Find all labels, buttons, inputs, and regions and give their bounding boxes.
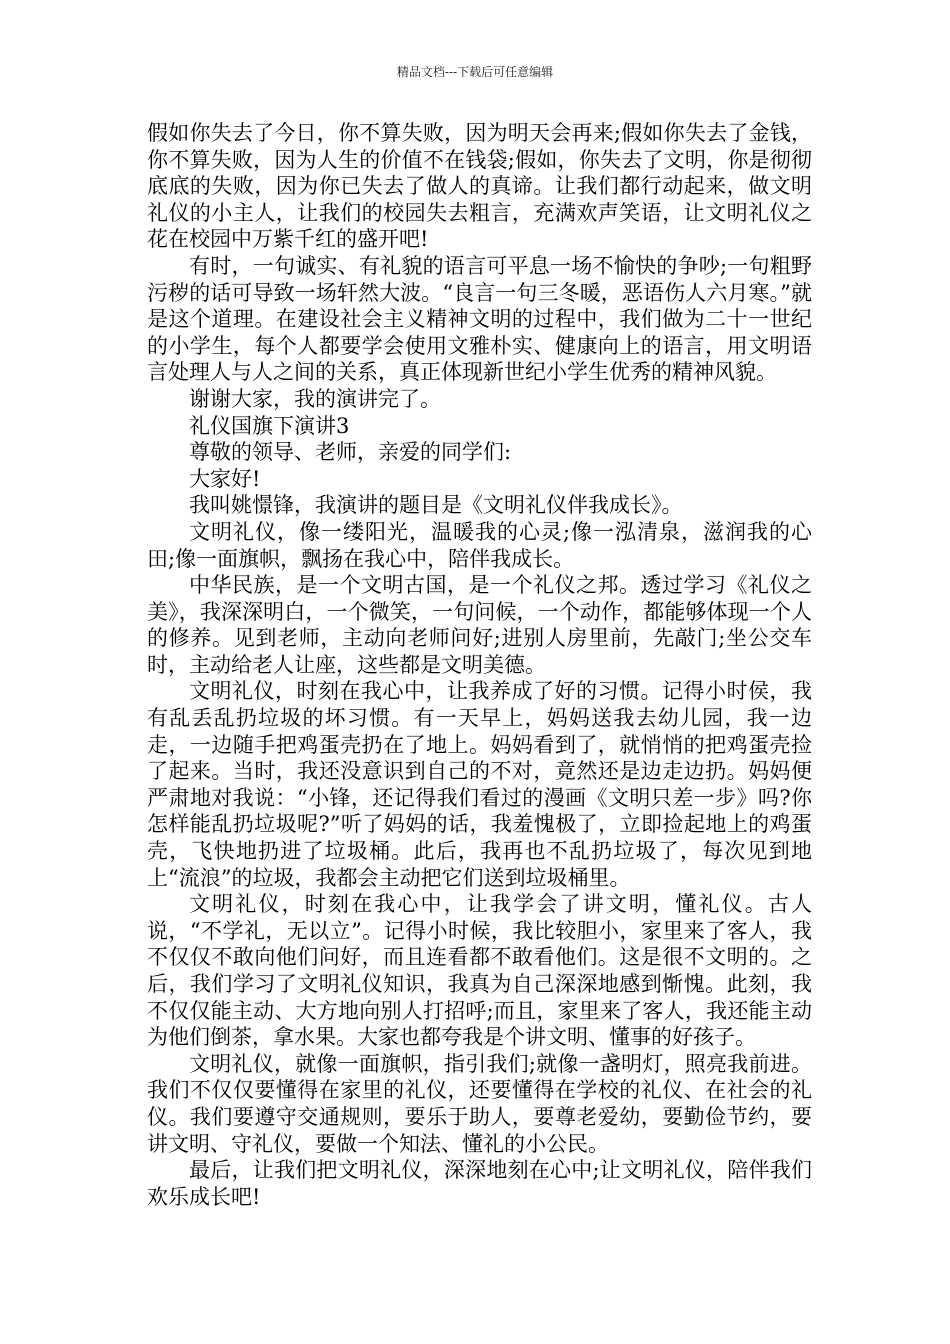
- paragraph-2: 有时，一句诚实、有礼貌的语言可平息一场不愉快的争吵;一句粗野污秽的话可导致一场轩然大波。“良言一句三冬暖，恶语伤人六月寒。”就是这个道理。在建设社会主义精神文明的过程中，我们做为二十一世纪的小学生，每个人都要学会使用文雅朴实、健康向上的语言，用文明语言处理人与人之间的关系，真正体现新世纪小学生优秀的精神风貌。: [147, 253, 812, 385]
- paragraph-7: 文明礼仪，就像一面旗帜，指引我们;就像一盏明灯，照亮我前进。我们不仅仅要懂得在家里的礼仪，还要懂得在学校的礼仪、在社会的礼仪。我们要遵守交通规则，要乐于助人，要尊老爱幼，要勤俭节约，要讲文明、守礼仪，要做一个知法、懂礼的小公民。: [147, 1051, 812, 1156]
- document-body: [147, 120, 812, 1210]
- speech-title: 礼仪国旗下演讲3: [189, 413, 350, 438]
- paragraph-4: 中华民族，是一个文明古国，是一个礼仪之邦。透过学习《礼仪之美》，我深深明白，一个微笑，一句问候，一个动作，都能够体现一个人的修养。见到老师，主动向老师问好;进别人房里前，先敲门;坐公交车时，主动给老人让座，这些都是文明美德。: [147, 573, 812, 677]
- paragraph-6: 文明礼仪，时刻在我心中，让我学会了讲文明，懂礼仪。古人说，“不学礼，无以立”。记得小时候，我比较胆小，家里来了客人，我不仅仅不敢向他们问好，而且连看都不敢看他们。这是很不文明的。之后，我们学习了文明礼仪知识，我真为自己深深地感到惭愧。此刻，我不仅仅能主动、大方地向别人打招呼;而且，家里来了客人，我还能主动为他们倒茶，拿水果。大家也都夸我是个讲文明、懂事的好孩子。: [147, 892, 812, 1050]
- salutation: 尊敬的领导、老师，亲爱的同学们:: [189, 440, 512, 465]
- introduction: 我叫姚憬锋，我演讲的题目是《文明礼仪伴我成长》。: [189, 493, 683, 518]
- page-header: 精品文档---下载后可任意编辑: [396, 65, 554, 79]
- paragraph-1: 假如你失去了今日，你不算失败，因为明天会再来;假如你失去了金钱，你不算失败，因为人生的价值不在钱袋;假如，你失去了文明，你是彻彻底底的失败，因为你已失去了做人的真谛。让我们都行动起来，做文明礼仪的小主人，让我们的校园失去粗言，充满欢声笑语，让文明礼仪之花在校园中万紫千红的盛开吧!: [147, 121, 812, 252]
- paragraph-3: 文明礼仪，像一缕阳光，温暖我的心灵;像一泓清泉，滋润我的心田;像一面旗帜，飘扬在我心中，陪伴我成长。: [147, 519, 812, 571]
- greeting: 大家好!: [189, 466, 261, 491]
- paragraph-8: 最后，让我们把文明礼仪，深深地刻在心中;让文明礼仪，陪伴我们欢乐成长吧!: [147, 1158, 812, 1209]
- paragraph-thanks: 谢谢大家，我的演讲完了。: [189, 386, 441, 411]
- paragraph-5: 文明礼仪，时刻在我心中，让我养成了好的习惯。记得小时侯，我有乱丢乱扔垃圾的坏习惯。有一天早上，妈妈送我去幼儿园，我一边走，一边随手把鸡蛋壳扔在了地上。妈妈看到了，就悄悄的把鸡蛋壳捡了起来。当时，我还没意识到自己的不对，竟然还是边走边扔。妈妈便严肃地对我说：“小锋，还记得我们看过的漫画《文明只差一步》吗?你怎样能乱扔垃圾呢?”听了妈妈的话，我羞愧极了，立即捡起地上的鸡蛋壳，飞快地扔进了垃圾桶。此后，我再也不乱扔垃圾了，每次见到地上“流浪”的垃圾，我都会主动把它们送到垃圾桶里。: [147, 679, 812, 890]
